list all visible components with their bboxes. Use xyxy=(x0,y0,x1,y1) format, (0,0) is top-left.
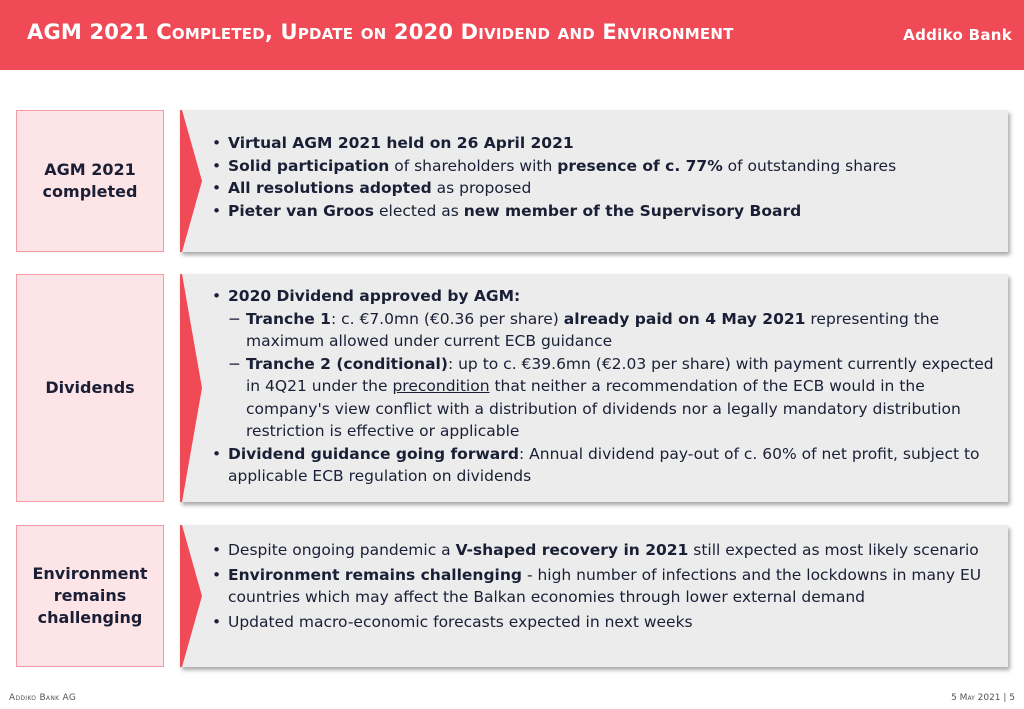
environment-bullets xyxy=(210,539,998,633)
agm-label: AGM 2021 completed xyxy=(42,160,138,201)
section-arrow-icon xyxy=(180,274,202,502)
section-arrow-icon xyxy=(180,525,202,667)
dividends-label: Dividends xyxy=(45,378,135,397)
list-item: − Tranche 1: c. €7.0mn (€0.36 per share) already paid on 4 May 2021 representing the maximum allowed under current ECB guidance xyxy=(228,308,998,353)
header-bar xyxy=(0,0,1024,70)
list-item: • Solid participation of shareholders with presence of c. 77% of outstanding shares xyxy=(210,155,998,178)
section-arrow-icon xyxy=(180,110,202,252)
list-item: • Environment remains challenging - high number of infections and the lockdowns in many EU countries which may affect the Balkan economies through lower external demand xyxy=(210,564,998,609)
agm-label-box xyxy=(16,110,164,252)
agm-content-box xyxy=(180,110,1008,252)
list-item: • Despite ongoing pandemic a V-shaped recovery in 2021 still expected as most likely scenario xyxy=(210,539,998,562)
list-item: − Tranche 2 (conditional): up to c. €39.6mn (€2.03 per share) with payment currently expected in 4Q21 under the precondition that neither a recommendation of the ECB would in the company's view conflict with a distribution of dividends nor a legally mandatory distribution restriction is effective or applicable xyxy=(228,353,998,443)
agm-bullets xyxy=(210,132,998,222)
brand-logo: Addiko Bank xyxy=(903,26,1012,44)
dividends-label-box xyxy=(16,274,164,502)
page-title: AGM 2021 Completed, Update on 2020 Dividend and Environment xyxy=(27,20,734,44)
list-item: • Updated macro-economic forecasts expected in next weeks xyxy=(210,611,998,634)
environment-label: Environment remains challenging xyxy=(32,564,148,627)
footer-date-page: 5 May 2021 | 5 xyxy=(951,693,1015,703)
environment-content-box xyxy=(180,525,1008,667)
list-item: • 2020 Dividend approved by AGM: − Tranche 1: c. €7.0mn (€0.36 per share) already paid on 4 May 2021 representing the maximum allowed under current ECB guidance − Tranche 2 (conditional): up to c. €39.6mn (€2.03 per share) with payment currently expected in 4Q21 under the precondition that neither a recommendation of the ECB would in the company's view conflict with a distribution of dividends nor a legally mandatory distribution restriction is effective or applicable xyxy=(210,285,998,443)
dividends-bullets xyxy=(210,285,998,488)
environment-label-box xyxy=(16,525,164,667)
dividends-content-box xyxy=(180,274,1008,502)
list-item: • All resolutions adopted as proposed xyxy=(210,177,998,200)
list-item: • Virtual AGM 2021 held on 26 April 2021 xyxy=(210,132,998,155)
list-item: • Pieter van Groos elected as new member of the Supervisory Board xyxy=(210,200,998,223)
footer-company: Addiko Bank AG xyxy=(9,693,77,703)
list-item: • Dividend guidance going forward: Annual dividend pay-out of c. 60% of net profit, subject to applicable ECB regulation on dividends xyxy=(210,443,998,488)
